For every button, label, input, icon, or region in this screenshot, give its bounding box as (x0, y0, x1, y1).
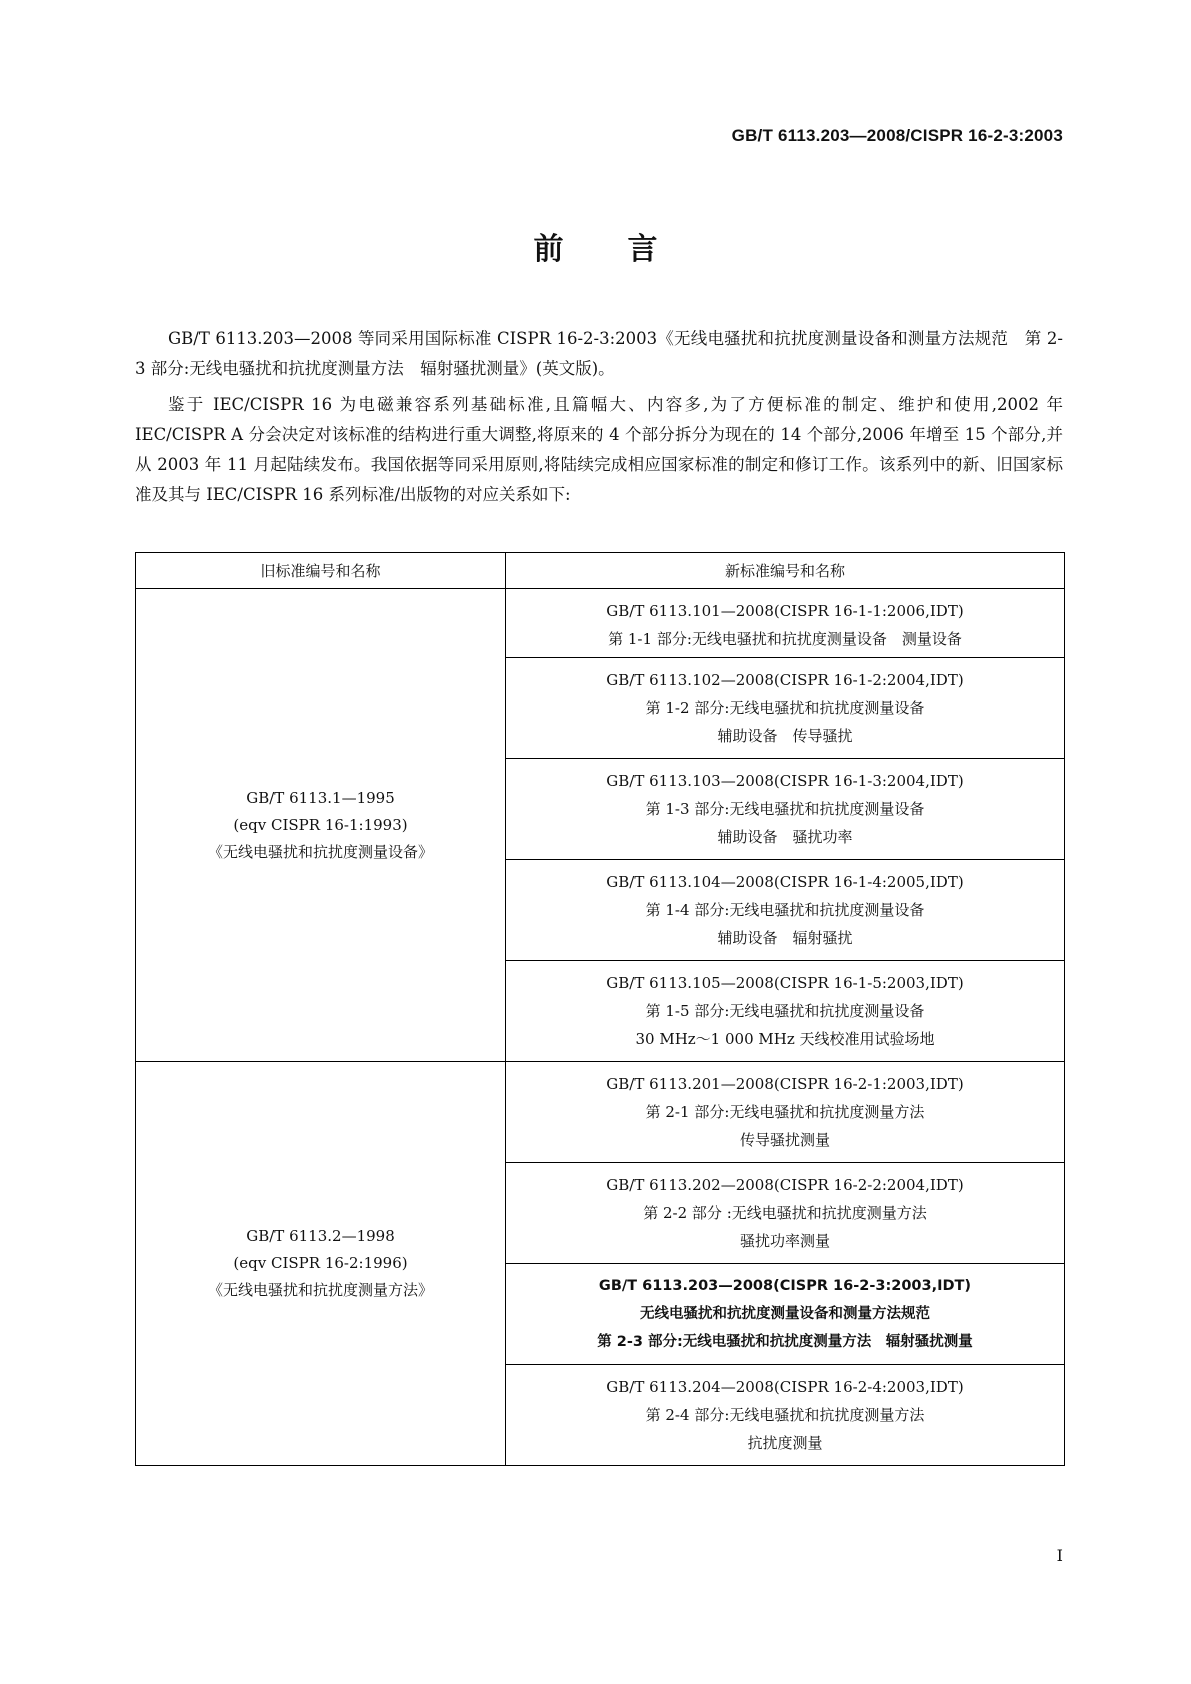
new-standard-part: 第 1-1 部分:无线电骚扰和抗扰度测量设备 测量设备 (608, 630, 962, 648)
new-standard-number: GB/T 6113.103—2008(CISPR 16-1-3:2004,IDT) (606, 772, 964, 790)
new-standard-cell (506, 1365, 1065, 1466)
new-standard-cell (506, 589, 1065, 658)
new-standard-cell (506, 1163, 1065, 1264)
new-standard-cell (506, 658, 1065, 759)
new-standard-cell (506, 860, 1065, 961)
standards-correspondence-table (135, 552, 1065, 1466)
new-standard-part: 第 1-4 部分:无线电骚扰和抗扰度测量设备 (645, 901, 925, 919)
new-standard-subtitle: 骚扰功率测量 (739, 1232, 830, 1250)
new-standard-number: GB/T 6113.204—2008(CISPR 16-2-4:2003,IDT) (606, 1378, 964, 1396)
page-number: I (1056, 1546, 1063, 1565)
table-row (136, 589, 1065, 658)
old-standard-number: GB/T 6113.2—1998 (246, 1227, 395, 1245)
standard-code-header: GB/T 6113.203—2008/CISPR 16-2-3:2003 (731, 126, 1063, 145)
old-standard-title: 《无线电骚扰和抗扰度测量方法》 (207, 1281, 433, 1299)
new-standard-cell (506, 1062, 1065, 1163)
new-standard-subtitle: 30 MHz～1 000 MHz 天线校准用试验场地 (635, 1030, 935, 1048)
new-standard-cell (506, 759, 1065, 860)
new-standard-number: GB/T 6113.101—2008(CISPR 16-1-1:2006,IDT) (606, 602, 964, 620)
new-standard-part: 第 2-2 部分 :无线电骚扰和抗扰度测量方法 (643, 1204, 927, 1222)
page-title: 前言 (533, 232, 722, 267)
new-standard-number: GB/T 6113.102—2008(CISPR 16-1-2:2004,IDT) (606, 671, 964, 689)
new-standard-part: 第 1-3 部分:无线电骚扰和抗扰度测量设备 (645, 800, 925, 818)
new-standard-part: 第 1-2 部分:无线电骚扰和抗扰度测量设备 (645, 699, 925, 717)
new-standard-subtitle: 辅助设备 传导骚扰 (717, 727, 853, 745)
current-standard-part: 第 2-3 部分:无线电骚扰和抗扰度测量方法 辐射骚扰测量 (597, 1334, 973, 1350)
table-row (136, 1062, 1065, 1163)
old-standard-equivalence: (eqv CISPR 16-1:1993) (233, 815, 408, 834)
old-standard-equivalence: (eqv CISPR 16-2:1996) (233, 1254, 408, 1272)
new-standard-part: 第 2-1 部分:无线电骚扰和抗扰度测量方法 (645, 1103, 925, 1121)
old-standard-cell (136, 589, 506, 1062)
new-standard-number: GB/T 6113.105—2008(CISPR 16-1-5:2003,IDT) (606, 974, 964, 992)
old-standard-cell (136, 1062, 506, 1466)
new-standard-number: GB/T 6113.201—2008(CISPR 16-2-1:2003,IDT) (606, 1075, 964, 1093)
paragraph-series-background: 鉴于 IEC/CISPR 16 为电磁兼容系列基础标准,且篇幅大、内容多,为了方便标准的制定、维护和使用,2002 年 IEC/CISPR A 分会决定对该标准的结构进行重大调整,将原来的 4 个部分拆分为现在的 14 个部分,2006 年增至 15 个部分,并从 2003 年 11 月起陆续发布。我国依据等同采用原则,将陆续完成相应国家标准的制定和修订工作。该系列中的新、旧国家标准及其与 IEC/CISPR 16 系列标准/出版物的对应关系如下: (135, 395, 1063, 504)
old-standard-title: 《无线电骚扰和抗扰度测量设备》 (207, 842, 433, 861)
new-standard-subtitle: 抗扰度测量 (747, 1434, 823, 1452)
new-standard-number: GB/T 6113.202—2008(CISPR 16-2-2:2004,IDT) (606, 1176, 964, 1194)
new-standard-part: 第 1-5 部分:无线电骚扰和抗扰度测量设备 (645, 1002, 925, 1020)
new-standard-column-header: 新标准编号和名称 (506, 553, 1065, 589)
paragraph-adoption: GB/T 6113.203—2008 等同采用国际标准 CISPR 16-2-3:2003《无线电骚扰和抗扰度测量设备和测量方法规范 第 2-3 部分:无线电骚扰和抗扰度测量方法 辐射骚扰测量》(英文版)。 (135, 329, 1063, 378)
new-standard-cell (506, 961, 1065, 1062)
new-standard-part: 第 2-4 部分:无线电骚扰和抗扰度测量方法 (645, 1406, 925, 1424)
old-standard-number: GB/T 6113.1—1995 (246, 788, 395, 807)
new-standard-subtitle: 辅助设备 骚扰功率 (717, 828, 853, 846)
new-standard-subtitle: 传导骚扰测量 (739, 1131, 830, 1149)
table-header-row (136, 553, 1065, 589)
current-standard-series-title: 无线电骚扰和抗扰度测量设备和测量方法规范 (640, 1306, 930, 1322)
new-standard-subtitle: 辅助设备 辐射骚扰 (717, 929, 853, 947)
old-standard-column-header: 旧标准编号和名称 (136, 553, 506, 589)
current-standard-cell (506, 1264, 1065, 1365)
current-standard-number: GB/T 6113.203—2008(CISPR 16-2-3:2003,IDT) (598, 1278, 972, 1294)
new-standard-number: GB/T 6113.104—2008(CISPR 16-1-4:2005,IDT) (606, 873, 964, 891)
